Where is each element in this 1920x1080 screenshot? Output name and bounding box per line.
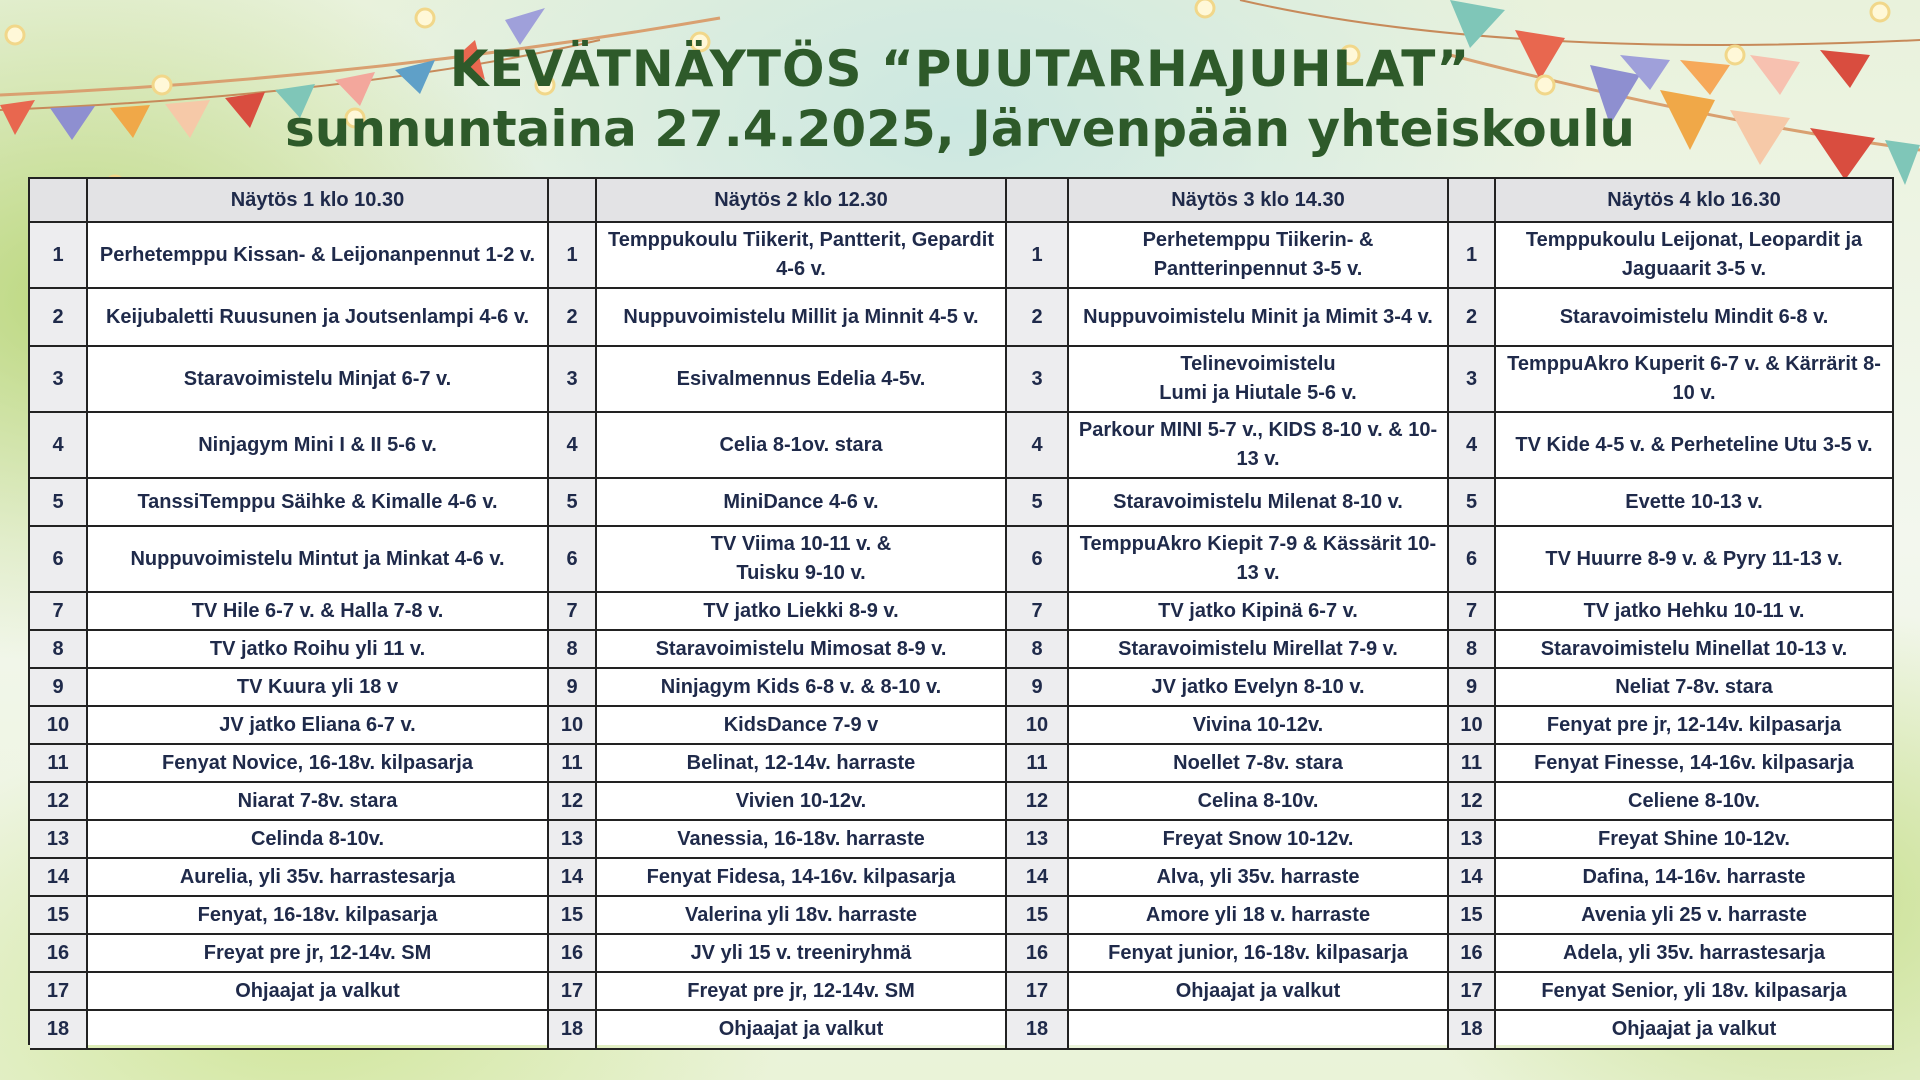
performance-cell: Celinda 8-10v. bbox=[88, 821, 549, 859]
performance-cell bbox=[1069, 1011, 1449, 1050]
performance-cell: Fenyat pre jr, 12-14v. kilpasarja bbox=[1496, 707, 1894, 745]
performance-cell: Noellet 7-8v. stara bbox=[1069, 745, 1449, 783]
performance-cell: TV jatko Kipinä 6-7 v. bbox=[1069, 593, 1449, 631]
row-number: 6 bbox=[1007, 527, 1069, 593]
row-number: 18 bbox=[30, 1011, 88, 1050]
row-number: 8 bbox=[1449, 631, 1496, 669]
performance-cell: Staravoimistelu Mimosat 8-9 v. bbox=[597, 631, 1007, 669]
performance-cell: Staravoimistelu Minellat 10-13 v. bbox=[1496, 631, 1894, 669]
schedule-table bbox=[28, 177, 1894, 1045]
performance-cell: Vivien 10-12v. bbox=[597, 783, 1007, 821]
row-number: 16 bbox=[30, 935, 88, 973]
performance-cell: Celiene 8-10v. bbox=[1496, 783, 1894, 821]
number-column-header bbox=[549, 179, 597, 223]
row-number: 3 bbox=[30, 347, 88, 413]
row-number: 10 bbox=[1007, 707, 1069, 745]
row-number: 6 bbox=[1449, 527, 1496, 593]
row-number: 15 bbox=[1449, 897, 1496, 935]
number-column-header bbox=[1449, 179, 1496, 223]
row-number: 9 bbox=[1449, 669, 1496, 707]
row-number: 11 bbox=[549, 745, 597, 783]
row-number: 1 bbox=[549, 223, 597, 289]
performance-cell: Vivina 10-12v. bbox=[1069, 707, 1449, 745]
row-number: 1 bbox=[1449, 223, 1496, 289]
row-number: 7 bbox=[1007, 593, 1069, 631]
performance-cell: Fenyat Finesse, 14-16v. kilpasarja bbox=[1496, 745, 1894, 783]
performance-cell: TV Kuura yli 18 v bbox=[88, 669, 549, 707]
row-number: 4 bbox=[549, 413, 597, 479]
performance-cell: Celina 8-10v. bbox=[1069, 783, 1449, 821]
row-number: 16 bbox=[549, 935, 597, 973]
row-number: 5 bbox=[30, 479, 88, 527]
row-number: 13 bbox=[549, 821, 597, 859]
performance-cell: KidsDance 7-9 v bbox=[597, 707, 1007, 745]
performance-cell: Temppukoulu Tiikerit, Pantterit, Gepardit 4-6 v. bbox=[597, 223, 1007, 289]
row-number: 9 bbox=[549, 669, 597, 707]
performance-cell: TV Hile 6-7 v. & Halla 7-8 v. bbox=[88, 593, 549, 631]
performance-cell: Niarat 7-8v. stara bbox=[88, 783, 549, 821]
performance-cell: Parkour MINI 5-7 v., KIDS 8-10 v. & 10-13 v. bbox=[1069, 413, 1449, 479]
performance-cell: Dafina, 14-16v. harraste bbox=[1496, 859, 1894, 897]
row-number: 17 bbox=[30, 973, 88, 1011]
performance-cell: Valerina yli 18v. harraste bbox=[597, 897, 1007, 935]
performance-cell: Ohjaajat ja valkut bbox=[597, 1011, 1007, 1050]
row-number: 3 bbox=[1449, 347, 1496, 413]
performance-cell: JV yli 15 v. treeniryhmä bbox=[597, 935, 1007, 973]
row-number: 16 bbox=[1449, 935, 1496, 973]
performance-cell: Ohjaajat ja valkut bbox=[1069, 973, 1449, 1011]
show-2-heading: Näytös 2 klo 12.30 bbox=[597, 179, 1007, 223]
show-1-heading: Näytös 1 klo 10.30 bbox=[88, 179, 549, 223]
performance-cell: TanssiTemppu Säihke & Kimalle 4-6 v. bbox=[88, 479, 549, 527]
performance-cell: TV jatko Liekki 8-9 v. bbox=[597, 593, 1007, 631]
performance-cell: Alva, yli 35v. harraste bbox=[1069, 859, 1449, 897]
row-number: 9 bbox=[1007, 669, 1069, 707]
performance-cell: Esivalmennus Edelia 4-5v. bbox=[597, 347, 1007, 413]
row-number: 4 bbox=[1449, 413, 1496, 479]
number-column-header bbox=[1007, 179, 1069, 223]
row-number: 15 bbox=[30, 897, 88, 935]
row-number: 3 bbox=[1007, 347, 1069, 413]
row-number: 4 bbox=[30, 413, 88, 479]
performance-cell: TV Kide 4-5 v. & Perheteline Utu 3-5 v. bbox=[1496, 413, 1894, 479]
performance-cell: Vanessia, 16-18v. harraste bbox=[597, 821, 1007, 859]
performance-cell: Keijubaletti Ruusunen ja Joutsenlampi 4-6 v. bbox=[88, 289, 549, 347]
performance-cell: Perhetemppu Tiikerin- & Pantterinpennut 3-5 v. bbox=[1069, 223, 1449, 289]
row-number: 14 bbox=[549, 859, 597, 897]
performance-cell: TemppuAkro Kiepit 7-9 & Kässärit 10-13 v. bbox=[1069, 527, 1449, 593]
performance-cell: Avenia yli 25 v. harraste bbox=[1496, 897, 1894, 935]
performance-cell: TV Viima 10-11 v. & Tuisku 9-10 v. bbox=[597, 527, 1007, 593]
performance-cell: Ninjagym Mini I & II 5-6 v. bbox=[88, 413, 549, 479]
performance-cell: Staravoimistelu Mirellat 7-9 v. bbox=[1069, 631, 1449, 669]
row-number: 2 bbox=[30, 289, 88, 347]
row-number: 11 bbox=[1007, 745, 1069, 783]
row-number: 10 bbox=[1449, 707, 1496, 745]
performance-cell: TV jatko Roihu yli 11 v. bbox=[88, 631, 549, 669]
performance-cell: TV jatko Hehku 10-11 v. bbox=[1496, 593, 1894, 631]
row-number: 4 bbox=[1007, 413, 1069, 479]
row-number: 13 bbox=[1449, 821, 1496, 859]
performance-cell: Fenyat, 16-18v. kilpasarja bbox=[88, 897, 549, 935]
performance-cell: Freyat Snow 10-12v. bbox=[1069, 821, 1449, 859]
performance-cell: Freyat Shine 10-12v. bbox=[1496, 821, 1894, 859]
row-number: 17 bbox=[1007, 973, 1069, 1011]
performance-cell: Telinevoimistelu Lumi ja Hiutale 5-6 v. bbox=[1069, 347, 1449, 413]
performance-cell: Adela, yli 35v. harrastesarja bbox=[1496, 935, 1894, 973]
performance-cell: Ohjaajat ja valkut bbox=[88, 973, 549, 1011]
page-subtitle: sunnuntaina 27.4.2025, Järvenpään yhteiskoulu bbox=[284, 100, 1636, 158]
row-number: 17 bbox=[1449, 973, 1496, 1011]
row-number: 3 bbox=[549, 347, 597, 413]
performance-cell: Staravoimistelu Minjat 6-7 v. bbox=[88, 347, 549, 413]
row-number: 14 bbox=[1007, 859, 1069, 897]
performance-cell: Ohjaajat ja valkut bbox=[1496, 1011, 1894, 1050]
number-column-header bbox=[30, 179, 88, 223]
row-number: 7 bbox=[549, 593, 597, 631]
row-number: 8 bbox=[549, 631, 597, 669]
row-number: 11 bbox=[30, 745, 88, 783]
row-number: 15 bbox=[549, 897, 597, 935]
row-number: 16 bbox=[1007, 935, 1069, 973]
performance-cell bbox=[88, 1011, 549, 1050]
row-number: 6 bbox=[30, 527, 88, 593]
performance-cell: Nuppuvoimistelu Minit ja Mimit 3-4 v. bbox=[1069, 289, 1449, 347]
row-number: 12 bbox=[1007, 783, 1069, 821]
row-number: 7 bbox=[30, 593, 88, 631]
row-number: 10 bbox=[549, 707, 597, 745]
row-number: 1 bbox=[1007, 223, 1069, 289]
row-number: 7 bbox=[1449, 593, 1496, 631]
row-number: 10 bbox=[30, 707, 88, 745]
performance-cell: Temppukoulu Leijonat, Leopardit ja Jaguaarit 3-5 v. bbox=[1496, 223, 1894, 289]
performance-cell: Evette 10-13 v. bbox=[1496, 479, 1894, 527]
row-number: 18 bbox=[1007, 1011, 1069, 1050]
performance-cell: Nuppuvoimistelu Mintut ja Minkat 4-6 v. bbox=[88, 527, 549, 593]
show-4-heading: Näytös 4 klo 16.30 bbox=[1496, 179, 1894, 223]
row-number: 1 bbox=[30, 223, 88, 289]
row-number: 11 bbox=[1449, 745, 1496, 783]
performance-cell: TV Huurre 8-9 v. & Pyry 11-13 v. bbox=[1496, 527, 1894, 593]
row-number: 13 bbox=[1007, 821, 1069, 859]
row-number: 12 bbox=[1449, 783, 1496, 821]
row-number: 12 bbox=[30, 783, 88, 821]
performance-cell: Staravoimistelu Mindit 6-8 v. bbox=[1496, 289, 1894, 347]
row-number: 14 bbox=[1449, 859, 1496, 897]
row-number: 15 bbox=[1007, 897, 1069, 935]
row-number: 5 bbox=[1449, 479, 1496, 527]
performance-cell: Fenyat junior, 16-18v. kilpasarja bbox=[1069, 935, 1449, 973]
performance-cell: MiniDance 4-6 v. bbox=[597, 479, 1007, 527]
row-number: 2 bbox=[1007, 289, 1069, 347]
performance-cell: Perhetemppu Kissan- & Leijonanpennut 1-2 v. bbox=[88, 223, 549, 289]
performance-cell: Aurelia, yli 35v. harrastesarja bbox=[88, 859, 549, 897]
row-number: 9 bbox=[30, 669, 88, 707]
row-number: 17 bbox=[549, 973, 597, 1011]
row-number: 2 bbox=[549, 289, 597, 347]
row-number: 8 bbox=[1007, 631, 1069, 669]
performance-cell: Fenyat Senior, yli 18v. kilpasarja bbox=[1496, 973, 1894, 1011]
row-number: 18 bbox=[549, 1011, 597, 1050]
performance-cell: Fenyat Novice, 16-18v. kilpasarja bbox=[88, 745, 549, 783]
row-number: 12 bbox=[549, 783, 597, 821]
row-number: 8 bbox=[30, 631, 88, 669]
performance-cell: TemppuAkro Kuperit 6-7 v. & Kärrärit 8-10 v. bbox=[1496, 347, 1894, 413]
performance-cell: JV jatko Evelyn 8-10 v. bbox=[1069, 669, 1449, 707]
performance-cell: Neliat 7-8v. stara bbox=[1496, 669, 1894, 707]
row-number: 14 bbox=[30, 859, 88, 897]
performance-cell: Ninjagym Kids 6-8 v. & 8-10 v. bbox=[597, 669, 1007, 707]
page-title: KEVÄTNÄYTÖS “PUUTARHAJUHLAT” bbox=[449, 40, 1471, 98]
performance-cell: Fenyat Fidesa, 14-16v. kilpasarja bbox=[597, 859, 1007, 897]
show-3-heading: Näytös 3 klo 14.30 bbox=[1069, 179, 1449, 223]
performance-cell: Nuppuvoimistelu Millit ja Minnit 4-5 v. bbox=[597, 289, 1007, 347]
performance-cell: Freyat pre jr, 12-14v. SM bbox=[88, 935, 549, 973]
performance-cell: Staravoimistelu Milenat 8-10 v. bbox=[1069, 479, 1449, 527]
row-number: 2 bbox=[1449, 289, 1496, 347]
row-number: 18 bbox=[1449, 1011, 1496, 1050]
performance-cell: Belinat, 12-14v. harraste bbox=[597, 745, 1007, 783]
performance-cell: Amore yli 18 v. harraste bbox=[1069, 897, 1449, 935]
row-number: 5 bbox=[1007, 479, 1069, 527]
row-number: 5 bbox=[549, 479, 597, 527]
performance-cell: Freyat pre jr, 12-14v. SM bbox=[597, 973, 1007, 1011]
row-number: 6 bbox=[549, 527, 597, 593]
performance-cell: Celia 8-1ov. stara bbox=[597, 413, 1007, 479]
row-number: 13 bbox=[30, 821, 88, 859]
performance-cell: JV jatko Eliana 6-7 v. bbox=[88, 707, 549, 745]
